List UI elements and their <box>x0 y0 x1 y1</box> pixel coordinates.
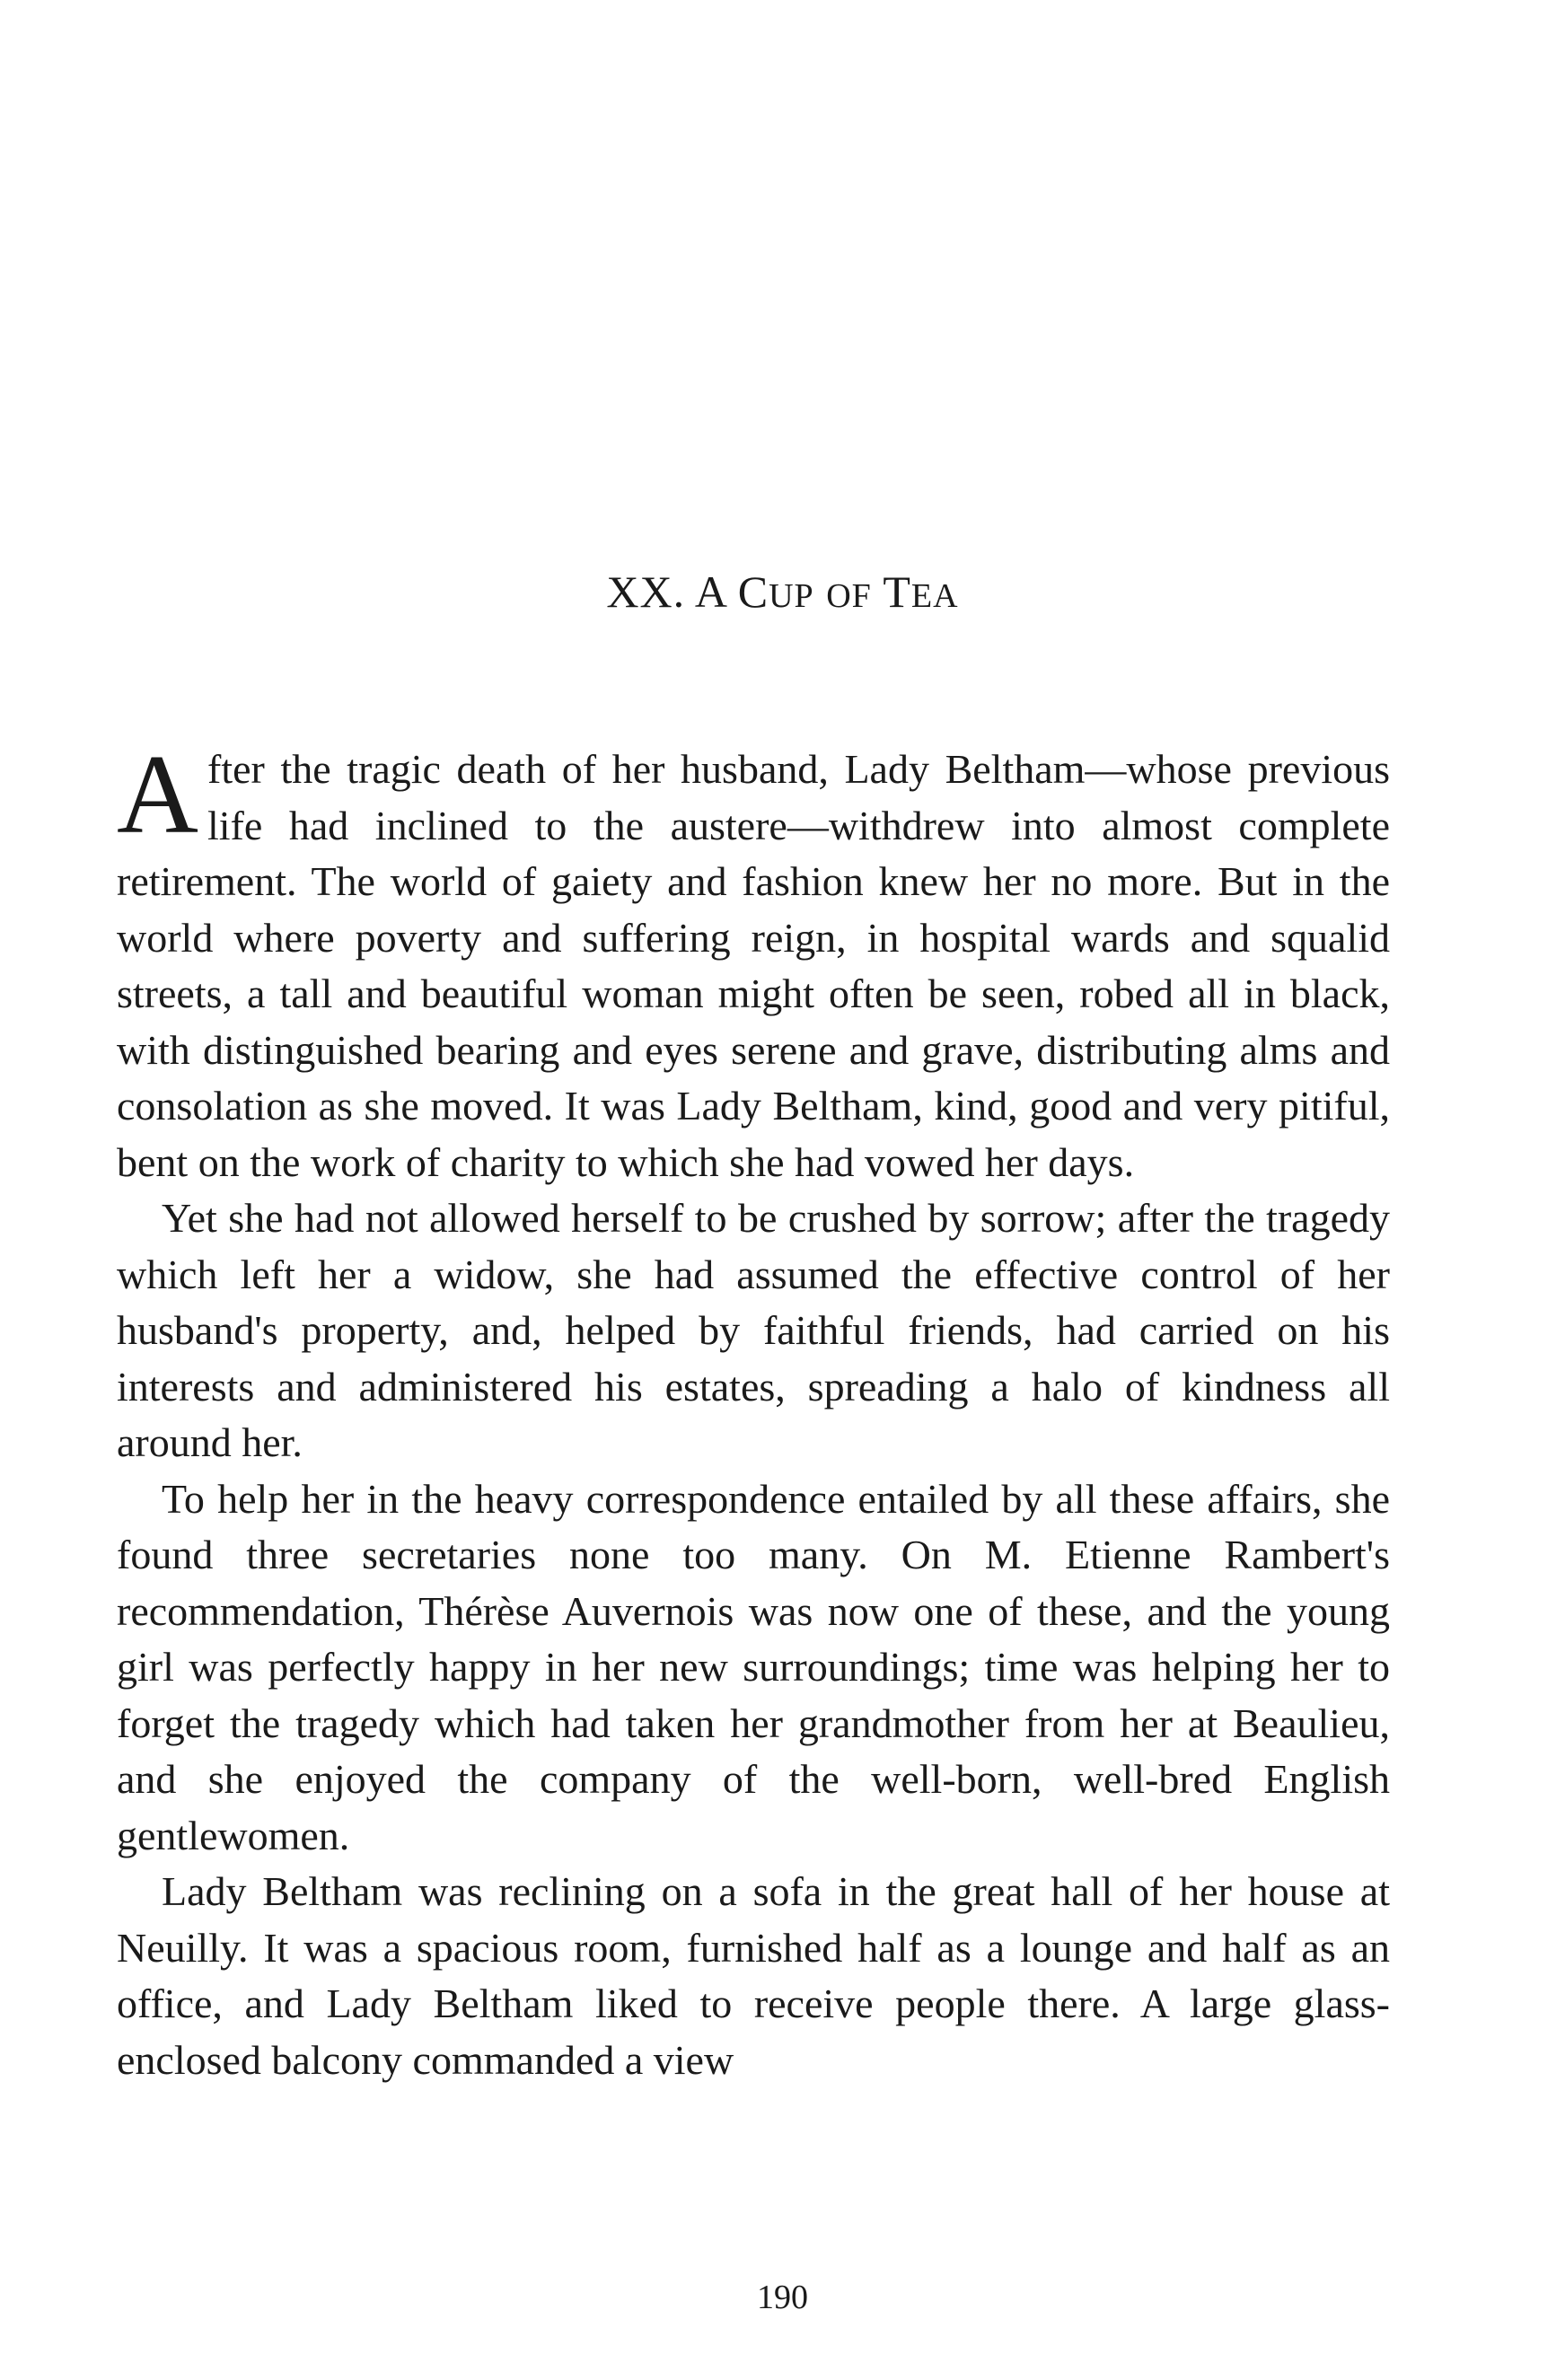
drop-cap: A <box>117 733 198 857</box>
chapter-number: XX. <box>606 566 686 617</box>
chapter-title <box>0 566 1565 618</box>
paragraph-2: Yet she had not allowed herself to be crushed by sorrow; after the tragedy which left her a widow, she had assumed the effective control of her husband's property, and, helped by faithful friends, had carried on his interests and administered his estates, spreading a halo of kindness all around her. <box>117 1195 1390 1465</box>
paragraph-1-text: fter the tragic death of her husband, Lady Beltham—whose previous life had inclined to the austere—withdrew into almost complete retirement. The world of gaiety and fashion knew her no more. But in the world where poverty and suffering reign, in hospital wards and squalid streets, a tall and beautiful woman might often be seen, robed all in black, with distinguished bearing and eyes serene and grave, distributing alms and consolation as she moved. It was Lady Beltham, kind, good and very pitiful, bent on the work of charity to which she had vowed her days. <box>117 746 1390 1185</box>
body-text <box>117 733 1390 2088</box>
title-word-cup: CUP <box>737 566 814 617</box>
paragraph-4: Lady Beltham was reclining on a sofa in the great hall of her house at Neuilly. It was a spacious room, furnished half as a lounge and half as an office, and Lady Beltham liked to receive people there. A large glass-enclosed balcony commanded a view <box>117 1868 1390 2083</box>
title-word-of: OF <box>826 577 872 615</box>
title-word-a: A <box>694 566 726 617</box>
paragraph-1 <box>117 733 1390 1190</box>
title-word-tea: TEA <box>883 566 959 617</box>
page-number: 190 <box>757 2279 808 2316</box>
paragraph-3: To help her in the heavy correspondence entailed by all these affairs, she found three secretaries none too many. On M. Etienne Rambert's recommendation, Thérèse Auvernois was now one of these, and the young girl was perfectly happy in her new surroundings; time was helping her to forget the tragedy which had taken her grandmother from her at Beaulieu, and she enjoyed the company of the well-born, well-bred English gentlewomen. <box>117 1475 1390 1858</box>
